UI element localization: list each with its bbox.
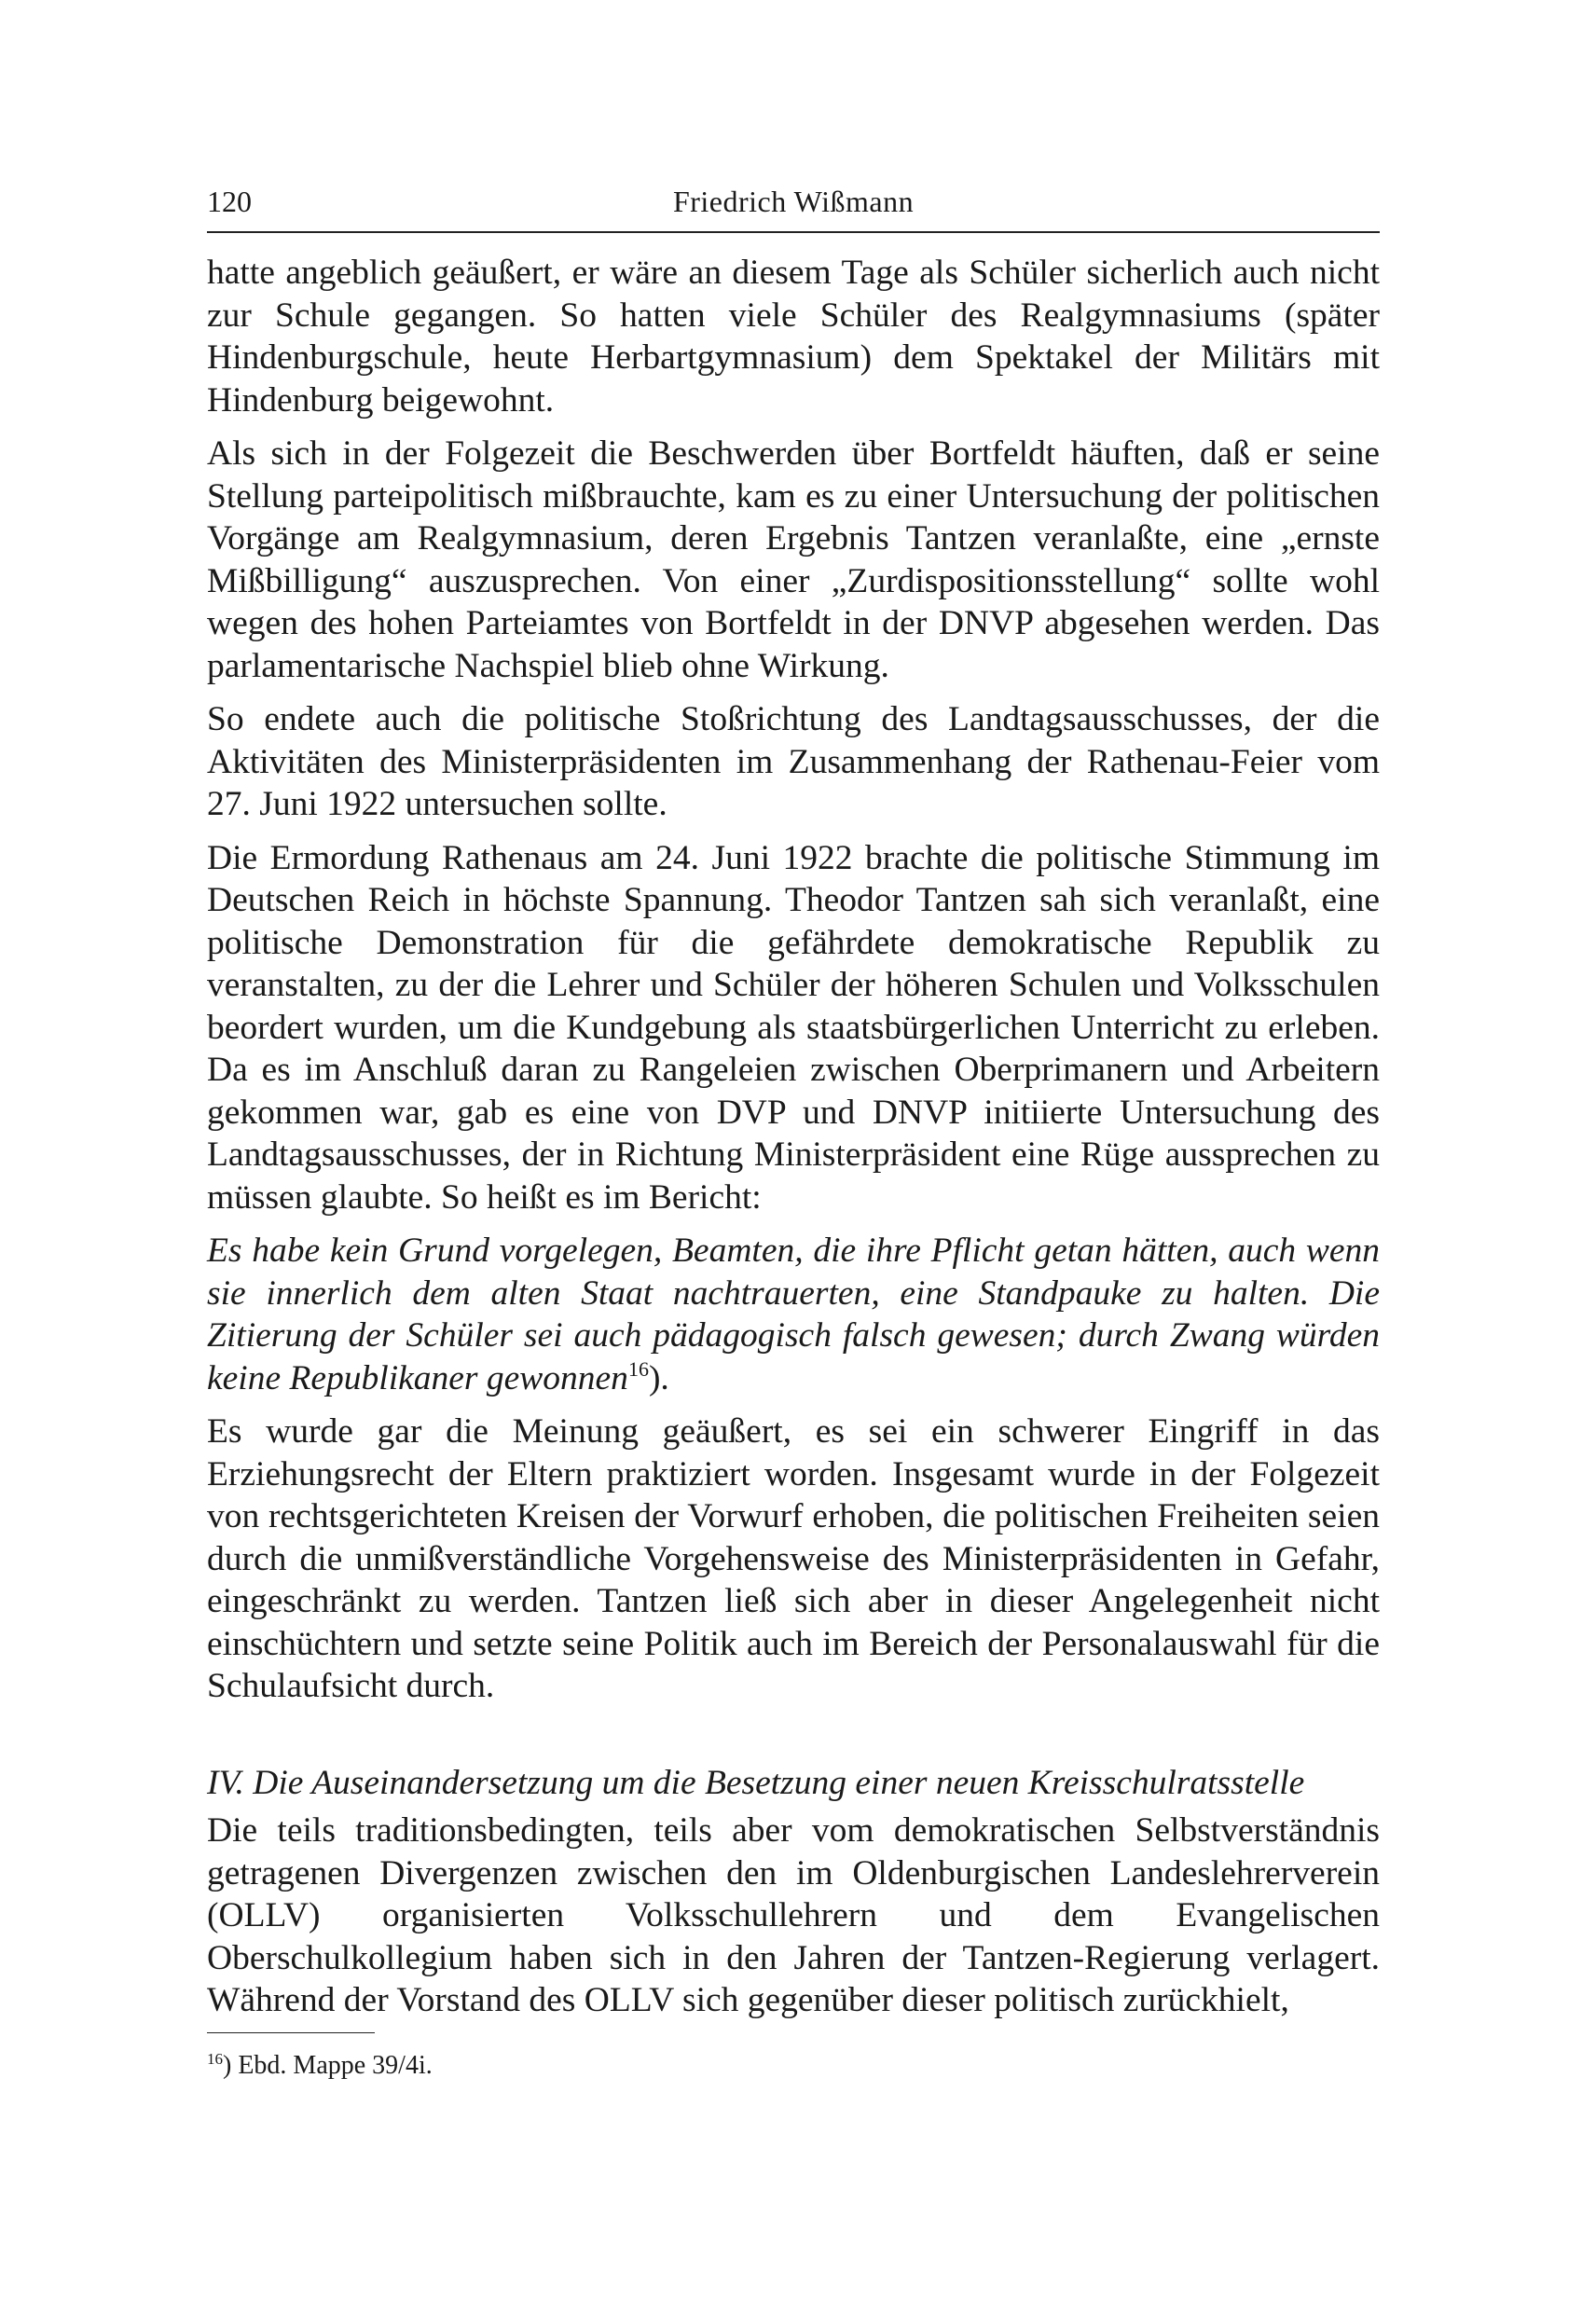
footnote bbox=[207, 2047, 1380, 2085]
section-heading: IV. Die Auseinandersetzung um die Besetzung einer neuen Kreisschulratsstelle bbox=[207, 1763, 1305, 1802]
quote-text: Es habe kein Grund vorgelegen, Beamten, die ihre Pflicht getan hätten, auch wenn sie innerlich dem alten Staat nachtrauerten, eine Standpauke zu halten. Die Zitierung der Schüler sei auch pädagogisch falsch gewesen; durch Zwang würden keine Republikaner gewonnen bbox=[207, 1232, 1380, 1397]
page-number: 120 bbox=[207, 185, 252, 218]
paragraph-4: Die Ermordung Rathenaus am 24. Juni 1922 brachte die politische Stimmung im Deutschen Reich in höchste Spannung. Theodor Tantzen sah sich veranlaßt, eine politische Demonstration für die gefährdete demokratische Republik zu veranstalten, zu der die Lehrer und Schüler der höheren Schulen und Volksschulen beordert wurden, um die Kundgebung als staatsbürgerlichen Unterricht zu erleben. Da es im Anschluß daran zu Rangeleien zwischen Oberprimanern und Arbeitern gekommen war, gab es eine von DVP und DNVP initiierte Untersuchung des Landtagsausschusses, der in Richtung Ministerpräsident eine Rüge aussprechen zu müssen glaubte. So heißt es im Bericht: bbox=[207, 838, 1380, 1217]
quote-closing: ). bbox=[648, 1358, 669, 1397]
running-title: Friedrich Wißmann bbox=[672, 185, 915, 218]
paragraph-1: hatte angeblich geäußert, er wäre an diesem Tage als Schüler sicherlich auch nicht zur Schule gegangen. So hatten viele Schüler des Realgymnasiums (später Hindenburgschule, heute Herbartgymnasium) dem Spektakel der Militärs mit Hindenburg beigewohnt. bbox=[207, 254, 1380, 420]
section-paragraph: Die teils traditionsbedingten, teils aber vom demokratischen Selbstverständnis getragenen Divergenzen zwischen den im Oldenburgischen Landeslehrerverein (OLLV) organisierten Volksschullehrern und dem Evangelischen Oberschulkollegium haben sich in den Jahren der Tantzen-Regierung verlagert. Während der Vorstand des OLLV sich gegenüber dieser politisch zurückhielt, bbox=[207, 1811, 1380, 2019]
body-text bbox=[207, 252, 1380, 2033]
paragraph-3: So endete auch die politische Stoßrichtung des Landtagsausschusses, der die Aktivitäten des Ministerpräsidenten im Zusammenhang der Rathenau-Feier vom 27. Juni 1922 untersuchen sollte. bbox=[207, 700, 1380, 823]
header-rule bbox=[207, 231, 1380, 233]
footnote-number: 16 bbox=[207, 2050, 223, 2068]
block-quote bbox=[207, 1230, 1380, 1399]
paragraph-5: Es wurde gar die Meinung geäußert, es sei ein schwerer Eingriff in das Erziehungsrecht der Eltern praktiziert worden. Insgesamt wurde in der Folgezeit von rechtsgerichteten Kreisen der Vorwurf erhoben, die politischen Freiheiten seien durch die unmißverständliche Vorgehensweise des Ministerpräsidenten in Gefahr, eingeschränkt zu werden. Tantzen ließ sich aber in dieser Angelegenheit nicht einschüchtern und setzte seine Politik auch im Bereich der Personalauswahl für die Schulaufsicht durch. bbox=[207, 1412, 1380, 1705]
footnote-reference[interactable]: 16 bbox=[627, 1356, 649, 1381]
footnote-rule bbox=[207, 2032, 375, 2033]
footnote-mark-close: ) bbox=[223, 2051, 232, 2080]
running-header bbox=[207, 179, 1380, 224]
paragraph-2: Als sich in der Folgezeit die Beschwerden über Bortfeldt häuften, daß er seine Stellung parteipolitisch mißbrauchte, kam es zu einer Untersuchung der politischen Vorgänge am Realgymnasium, deren Ergebnis Tantzen veranlaßte, eine „ernste Mißbilligung“ auszusprechen. Von einer „Zurdispositionsstellung“ sollte wohl wegen des hohen Parteiamtes von Bortfeldt in der DNVP abgesehen werden. Das parlamentarische Nachspiel blieb ohne Wirkung. bbox=[207, 434, 1380, 685]
footnote-text: Ebd. Mappe 39/4i. bbox=[238, 2051, 433, 2080]
